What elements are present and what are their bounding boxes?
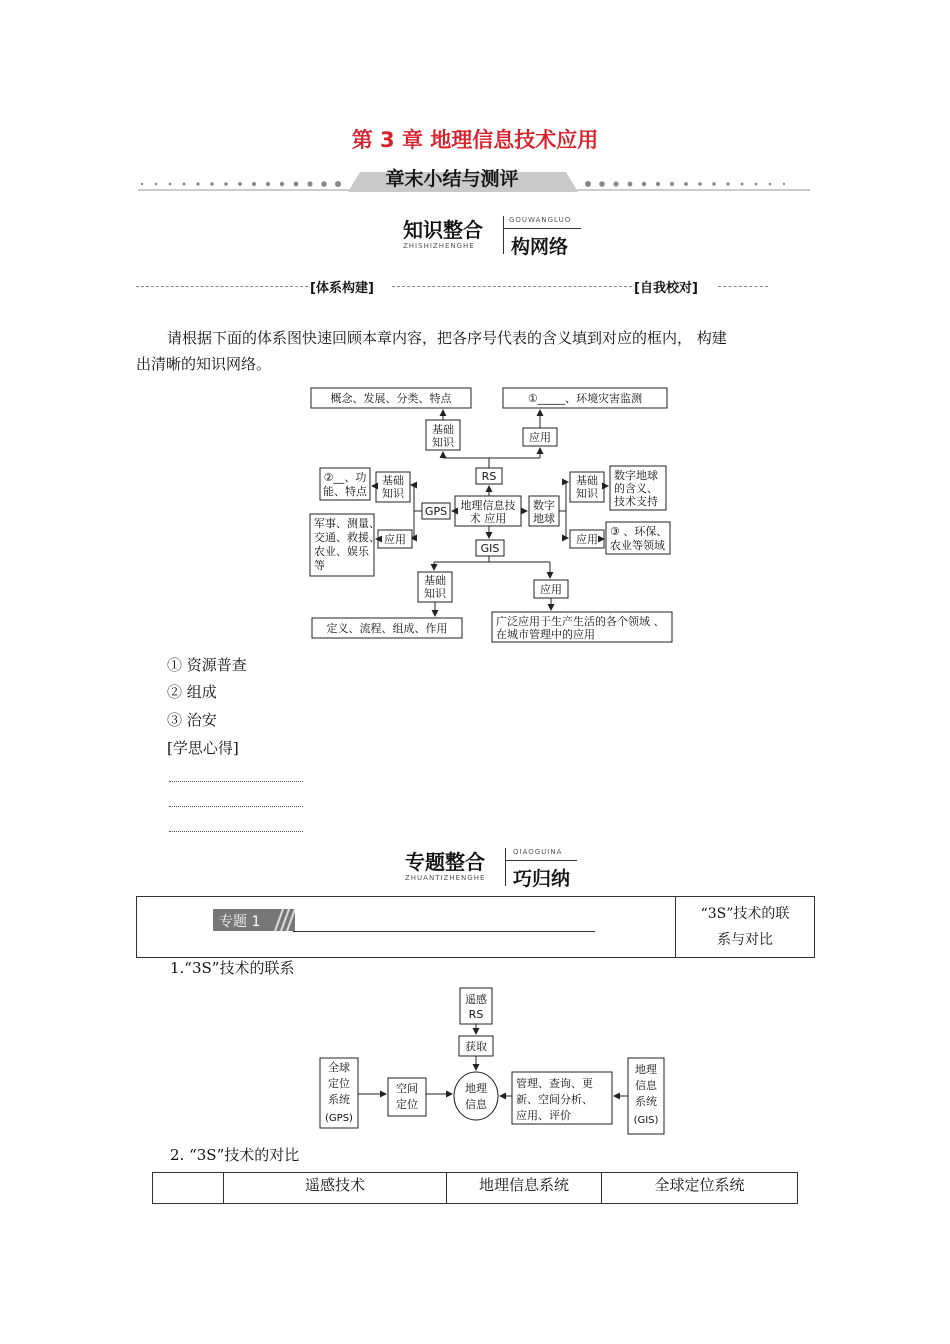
- compare-header-gps: 全球定位系统: [602, 1173, 798, 1204]
- topic-title-cell: [676, 897, 815, 958]
- topic-tag-cell: [137, 897, 676, 958]
- text-mgmt-1: 管理、查询、更: [516, 1077, 593, 1090]
- text-gps-func-2: 能、特点: [323, 485, 367, 498]
- text-gps: GPS: [424, 505, 448, 518]
- topic-tag: [213, 909, 295, 931]
- section-subtitle: 巧归纳: [513, 868, 571, 890]
- text-de-info-1: 数字地球: [614, 469, 658, 482]
- text-de-field-2: 农业等领域: [610, 539, 665, 552]
- dashed-rule-left: [136, 286, 308, 287]
- topic-underline: [293, 931, 595, 932]
- text-gps-basic-1: 基础: [382, 474, 404, 487]
- text-space-1: 空间: [396, 1082, 418, 1095]
- text-gis-1: 地理: [635, 1063, 657, 1076]
- text-mgmt-3: 应用、评价: [516, 1109, 571, 1122]
- text-gps-list-1: 军事、测量、: [314, 517, 380, 530]
- dashed-rule-right: [718, 286, 768, 287]
- section-divider: [503, 216, 504, 254]
- text-top-left: 概念、发展、分类、特点: [330, 392, 452, 405]
- circle-geo-info: [454, 1072, 498, 1120]
- text-gis: GIS: [480, 542, 500, 555]
- text-gis-2: 信息: [635, 1079, 657, 1092]
- section-pinyin-top: QIAOGUINA: [513, 848, 563, 856]
- label-system-build: [体系构建]: [310, 281, 374, 296]
- text-de-field-1: ③ 、环保、: [610, 525, 668, 538]
- dashed-rule-middle: [392, 286, 632, 287]
- text-de-1: 数字: [533, 499, 555, 512]
- text-gps-list-2: 交通、救援、: [314, 531, 380, 544]
- answer-1: ① 资源普查: [167, 656, 247, 674]
- text-gis-basic-2: 知识: [424, 587, 446, 600]
- reflection-label: [学思心得]: [167, 739, 239, 757]
- compare-header-rs: 遥感技术: [224, 1173, 447, 1204]
- text-gis-basic-1: 基础: [424, 574, 446, 587]
- section-main-title: 专题整合: [405, 850, 485, 874]
- text-gis-app: 应用: [540, 583, 562, 596]
- section-subtitle: 构网络: [511, 236, 569, 258]
- topic-title-1: “3S”技术的联: [700, 906, 790, 922]
- text-gps-2: 定位: [328, 1077, 350, 1090]
- text-gps-3: 系统: [328, 1093, 350, 1106]
- reflection-line-2: [169, 806, 303, 807]
- text-rs-2: RS: [468, 1008, 484, 1021]
- section-header-knowledge: [403, 212, 583, 258]
- compare-header-blank: [153, 1173, 224, 1204]
- banner-title: 章末小结与测评: [385, 168, 519, 190]
- topic-table: [136, 896, 815, 958]
- answer-3: ③ 治安: [167, 711, 217, 729]
- section-pinyin-bottom: ZHUANTIZHENGHE: [405, 874, 486, 882]
- topic-tag-label: 专题 1: [219, 914, 261, 930]
- text-rs-basic-2: 知识: [432, 436, 454, 449]
- text-de-2: 地球: [533, 512, 555, 525]
- page-title: 第 3 章 地理信息技术应用: [351, 128, 599, 152]
- section-pinyin-bottom: ZHISHIZHENGHE: [403, 242, 475, 250]
- section-divider: [505, 848, 506, 886]
- intro-line-2: 出清晰的知识网络。: [136, 355, 272, 373]
- section-header-topics: [405, 844, 585, 890]
- text-gps-list-3: 农业、娱乐: [314, 545, 369, 558]
- text-gps-list-4: 等: [314, 559, 325, 572]
- reflection-line-3: [169, 831, 303, 832]
- answer-2: ② 组成: [167, 683, 217, 701]
- knowledge-network-diagram: [300, 382, 680, 646]
- text-gps-func-1: ②__、功: [323, 471, 367, 484]
- intro-line-1: 请根据下面的体系图快速回顾本章内容，把各序号代表的含义填到对应的框内， 构建: [167, 329, 727, 347]
- text-gis-4: (GIS): [633, 1115, 659, 1126]
- text-gis-def: 定义、流程、组成、作用: [326, 622, 448, 635]
- text-geo-1: 地理: [465, 1082, 487, 1095]
- section-rule: [503, 228, 581, 229]
- compare-header-gis: 地理信息系统: [447, 1173, 602, 1204]
- text-gis-3: 系统: [635, 1095, 657, 1108]
- text-rs: RS: [481, 470, 497, 483]
- text-rs-app: 应用: [529, 431, 551, 444]
- reflection-line-1: [169, 781, 303, 782]
- text-top-right: ①_____、环境灾害监测: [527, 392, 643, 405]
- text-de-app: 应用: [576, 533, 598, 546]
- text-gis-use-2: 在城市管理中的应用: [496, 628, 595, 641]
- label-self-check: [自我校对]: [634, 281, 698, 296]
- stripes-icon: [273, 909, 295, 931]
- text-gps-4: (GPS): [325, 1113, 353, 1124]
- text-gps-app: 应用: [384, 533, 406, 546]
- topic-title-2: 系与对比: [717, 932, 773, 948]
- text-de-basic-1: 基础: [576, 474, 598, 487]
- text-rs-1: 遥感: [465, 993, 487, 1006]
- section-pinyin-top: GOUWANGLUO: [509, 216, 572, 224]
- 3s-relation-diagram: [316, 984, 668, 1136]
- item-2: 2. “3S”技术的对比: [170, 1146, 300, 1164]
- text-de-basic-2: 知识: [576, 487, 598, 500]
- compare-table: [152, 1172, 798, 1204]
- text-geo-2: 信息: [465, 1098, 487, 1111]
- text-space-2: 定位: [396, 1098, 418, 1111]
- text-de-info-2: 的含义、: [614, 482, 658, 495]
- text-gis-use-1: 广泛应用于生产生活的各个领域 、: [496, 615, 665, 628]
- text-de-info-3: 技术支持: [614, 495, 658, 508]
- text-rs-basic-1: 基础: [432, 423, 454, 436]
- section-main-title: 知识整合: [403, 218, 483, 242]
- text-center-1: 地理信息技: [460, 499, 516, 512]
- section-rule: [505, 860, 577, 861]
- text-gps-basic-2: 知识: [382, 487, 404, 500]
- text-get: 获取: [465, 1040, 487, 1053]
- text-mgmt-2: 新、空间分析、: [516, 1093, 593, 1106]
- item-1: 1.“3S”技术的联系: [170, 959, 295, 977]
- text-gps-1: 全球: [328, 1061, 350, 1074]
- text-center-2: 术 应用: [469, 512, 507, 525]
